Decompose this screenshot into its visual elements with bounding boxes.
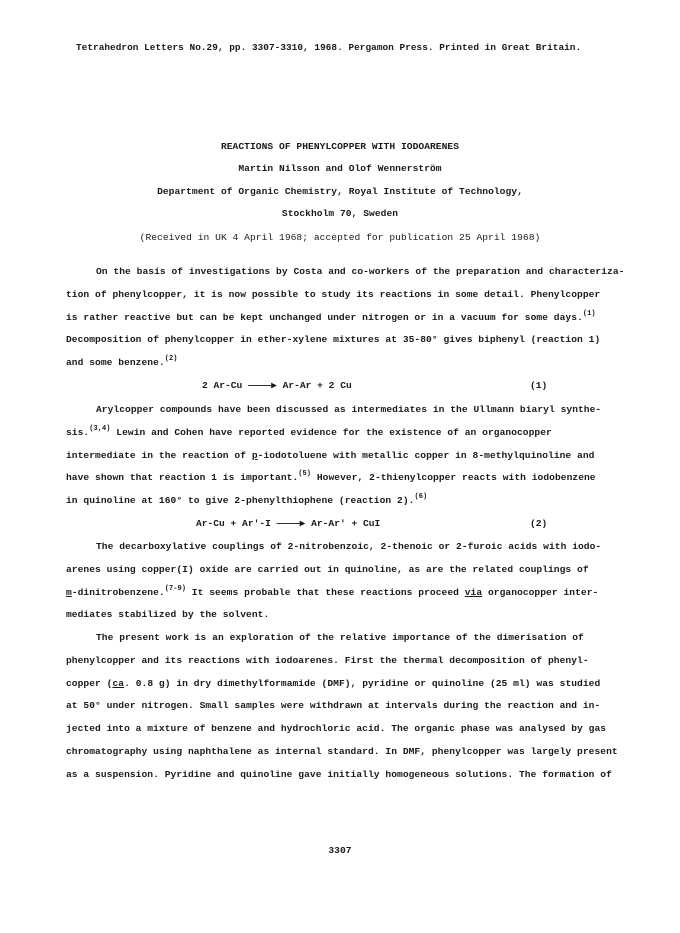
paragraph-1-line-2: tion of phenylcopper, it is now possible to study its reactions in some detail. Phenylcopper bbox=[66, 289, 601, 300]
paragraph-1-line-5: and some benzene.$^{(2)}$ bbox=[66, 355, 178, 368]
paragraph-4-line-4: at 50° under nitrogen. Small samples were withdrawn at intervals during the reaction and in- bbox=[66, 700, 601, 711]
paragraph-2-line-4: have shown that reaction 1 is important.$^{(5)}$ However, 2-thienylcopper reacts with iodobenzene bbox=[66, 470, 596, 483]
page-number: 3307 bbox=[328, 845, 352, 856]
paragraph-3-line-4: mediates stabilized by the solvent. bbox=[66, 609, 270, 620]
reference-marker: (6) bbox=[414, 493, 428, 501]
received-note: (Received in UK 4 April 1968; accepted for publication 25 April 1968) bbox=[139, 232, 541, 243]
paragraph-1-line-4: Decomposition of phenylcopper in ether-xylene mixtures at 35-80° gives biphenyl (reaction 1) bbox=[66, 334, 601, 345]
authors: Martin Nilsson and Olof Wennerström bbox=[238, 163, 442, 174]
location: Stockholm 70, Sweden bbox=[281, 208, 399, 219]
paragraph-2-line-3: intermediate in the reaction of p-iodotoluene with metallic copper in 8-methylquinoline and bbox=[66, 450, 595, 461]
reference-marker: (5) bbox=[298, 470, 312, 478]
reference-marker: (3,4) bbox=[89, 425, 111, 433]
paragraph-4-line-3: copper (ca. 0.8 g) in dry dimethylformamide (DMF), pyridine or quinoline (25 ml) was studied bbox=[66, 678, 601, 689]
paragraph-3-line-3: m-dinitrobenzene.$^{(7-9)}$ It seems probable that these reactions proceed via organocopper inter- bbox=[66, 585, 599, 598]
paragraph-4-line-1: The present work is an exploration of the relative importance of the dimerisation of bbox=[96, 632, 584, 643]
article-title: REACTIONS OF PHENYLCOPPER WITH IODOARENES bbox=[220, 141, 460, 152]
equation-1-number: (1) bbox=[530, 380, 548, 391]
paragraph-2-line-5: in quinoline at 160° to give 2-phenylthiophene (reaction 2).$^{(6)}$ bbox=[66, 493, 428, 506]
affiliation: Department of Organic Chemistry, Royal Institute of Technology, bbox=[157, 186, 523, 197]
paragraph-1-line-1: On the basis of investigations by Costa and co-workers of the preparation and characteriza- bbox=[96, 266, 625, 277]
equation-2-number: (2) bbox=[530, 518, 548, 529]
paragraph-4-line-7: as a suspension. Pyridine and quinoline gave initially homogeneous solutions. The formation of bbox=[66, 769, 612, 780]
paragraph-2-line-1: Arylcopper compounds have been discussed as intermediates in the Ullmann biaryl synthe- bbox=[96, 404, 602, 415]
equation-1: 2 Ar-Cu ————▶ Ar-Ar + 2 Cu bbox=[202, 380, 352, 391]
paragraph-1-line-3: is rather reactive but can be kept unchanged under nitrogen or in a vacuum for some days.$^{(1)}$ bbox=[66, 310, 596, 323]
paragraph-2-line-2: sis.$^{(3,4)}$ Lewin and Cohen have reported evidence for the existence of an organocopper bbox=[66, 425, 552, 438]
running-header: Tetrahedron Letters No.29, pp. 3307-3310, 1968. Pergamon Press. Printed in Great Britain. bbox=[76, 42, 582, 53]
paragraph-3-line-2: arenes using copper(I) oxide are carried out in quinoline, as are the related couplings of bbox=[66, 564, 589, 575]
reference-marker: (1) bbox=[582, 310, 596, 318]
paragraph-4-line-6: chromatography using naphthalene as internal standard. In DMF, phenylcopper was largely present bbox=[66, 746, 618, 757]
reference-marker: (7-9) bbox=[164, 585, 186, 593]
paragraph-4-line-2: phenylcopper and its reactions with iodoarenes. First the thermal decomposition of phenyl- bbox=[66, 655, 589, 666]
reference-marker: (2) bbox=[164, 355, 178, 363]
paragraph-3-line-1: The decarboxylative couplings of 2-nitrobenzoic, 2-thenoic or 2-furoic acids with iodo- bbox=[96, 541, 602, 552]
equation-2: Ar-Cu + Ar'-I ————▶ Ar-Ar' + CuI bbox=[196, 518, 381, 529]
paragraph-4-line-5: jected into a mixture of benzene and hydrochloric acid. The organic phase was analysed by gas bbox=[66, 723, 607, 734]
